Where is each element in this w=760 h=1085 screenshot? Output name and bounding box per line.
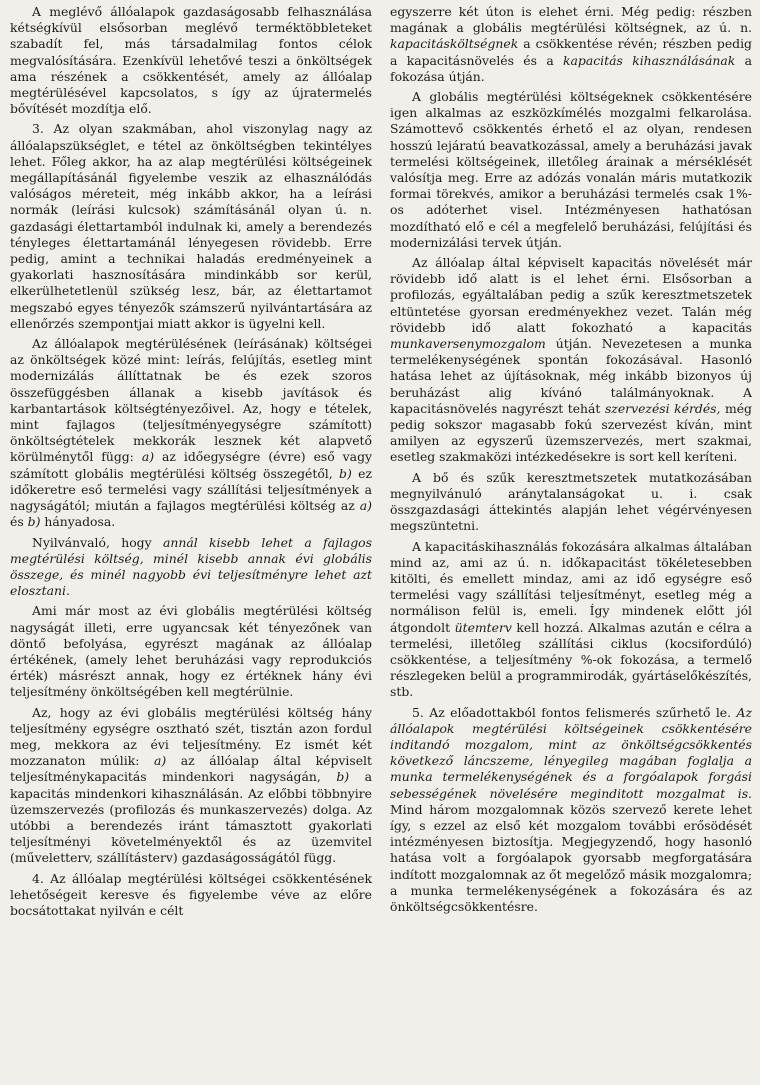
text-run: A globális megtérülési költségeknek csökkentésére igen alkalmas az eszközkímélés mozgalmi felkarolása. Számottevő csökkentés érhető el az olyan, rendesen hosszú lejáratú beavatkozással, amely a beruházási javak termelési költségeinek, illetőleg árainak a mérséklését valósítja meg. Erre az adózás vonalán máris mutatkozik formai törekvés, amikor a beruházási termelés csak 1%-os adóterhet visel. Intézményesen hathatósan mozdítható elő e cél a megfelelő beruházási, felújítási és modernizálási tervek útján. bbox=[390, 89, 752, 250]
text-run: a kapacitás mindenkori kihasználásán. Az előbbi többnyire üzemszervezés (profilozás és munkaszervezés) dolga. Az utóbbi a berendezés iránt támasztott gyakorlati teljesítményi követelményektől és az üzemvitel (műveletterv, szállításterv) gazdaságosságától függ. bbox=[10, 769, 373, 866]
text-run: Az állóalapok megtérülésének (leírásának) költségei az önköltségek közé mint: leírás, felújítás, esetleg mint modernizálás állíttatnak be és ezek szoros összefüggésben állanak a kisebb javítások és karbantartások költségtényezőivel. Az, hogy e tételek, mint fajlagos (teljesítményegységre számított) önköltségtételek mekkorák lesznek két alapvető körülménytől függ: bbox=[10, 336, 372, 465]
italic-text: a) bbox=[141, 449, 155, 465]
paragraph bbox=[390, 470, 752, 535]
italic-text: annál kisebb lehet a fajlagos megtérülési költség, minél kisebb annak évi globális összege, és minél nagyobb évi teljesítményre lehet azt elosztani. bbox=[10, 534, 372, 599]
italic-text: b) bbox=[339, 465, 352, 481]
italic-text: ütemterv bbox=[454, 619, 512, 635]
text-run: 5. Az előadottakból fontos felismerés szűrhető le. bbox=[412, 704, 737, 720]
text-run: 4. Az állóalap megtérülési költségei csökkentésének lehetőségeit keresve és figyelembe véve az előre bocsátottakat nyilván e célt bbox=[10, 870, 372, 918]
text-run: A bő és szűk keresztmetszetek mutatkozásában megnyilvánuló aránytalanságokat u. i. csak összgazdasági áttekintés alapján lehet végérvényesen megszüntetni. bbox=[390, 469, 752, 534]
text-run: 3. Az olyan szakmában, ahol viszonylag nagy az állóalapszükséglet, e tétel az önköltségben tekintélyes lehet. Főleg akkor, ha az alap megtérülési költségeinek megállapításánál figyelembe veszik az elhasználódás valóságos méreteit, még inkább akkor, ha a leírási normák (leírási kulcsok) számításánál olyan ú. n. gazdasági élettartamból indulnak ki, amely a berendezés tényleges élettartamánál lényegesen rövidebb. Erre pedig, amint a technikai haladás eredményeinek a gyakorlati hasznosítására mindinkább sor kerül, elkerülhetetlenül szükség lesz, bár, az élettartamot megszabó egyes tényezők számszerű nyilvántartására az ellenőrzés szempontjai miatt akkor is ügyelni kell. bbox=[10, 121, 372, 331]
italic-text: kapacitásköltségnek bbox=[390, 36, 519, 52]
text-run: Az, hogy az évi globális megtérülési költség hány teljesítmény egységre osztható szét, tisztán azon fordul meg, mekkora az évi teljesítmény. Ez ismét két mozzanaton múlik: bbox=[10, 704, 372, 769]
text-run: A meglévő állóalapok gazdaságosabb felhasználása kétségkívül elsősorban meglévő terméktöbbleteket szabadít fel, más társadalmilag fontos célok megvalósítására. Ezenkívül lehetővé teszi a önköltségek ama részének a csökkentését, amely az állóalap megtérülésével kapcsolatos, s így az újratermelés bővítését mozdítja elő. bbox=[10, 4, 372, 117]
paragraph bbox=[10, 603, 372, 700]
left-column bbox=[10, 4, 372, 923]
italic-text: kapacitás kihasználásának bbox=[563, 52, 736, 68]
text-run: kell hozzá. Alkalmas azután e célra a termelési, illetőleg szállítási ciklus (kocsifordúló) csökkentése, a teljesítmény %-ok fokozása, a termelő részlegeken belül a programmirodák, gyártáselőkészítés, stb. bbox=[390, 619, 752, 700]
text-run: hányadosa. bbox=[40, 514, 116, 530]
paragraph bbox=[390, 705, 752, 916]
paragraph bbox=[390, 89, 752, 251]
italic-text: b) bbox=[336, 769, 350, 785]
right-column bbox=[390, 4, 752, 919]
italic-text: Az állóalapok megtérülési költségeinek csökkentésére inditandó mozgalom, mint az önköltségcsökkentés következő láncszeme, lényegileg magában foglalja a munka termelékenységének és a forgóalapok forgási sebességének növelésére meginditott mozgalmat is. bbox=[390, 704, 752, 801]
paragraph bbox=[390, 539, 752, 701]
text-run: az időegységre (évre) eső vagy számított globális megtérülési költség összegétől, bbox=[10, 449, 372, 481]
paragraph bbox=[10, 336, 372, 530]
paragraph bbox=[10, 705, 372, 867]
text-run: A kapacitáskihasználás fokozására alkalmas általában mind az, ami az ú. n. időkapacitást tökéletesebben kitölti, és emellett mindaz, ami az idő egységre eső termelési vagy szállítási teljesítményt, esetleg még a normálison felül is, emeli. Így mindenek előtt jól átgondolt bbox=[390, 538, 752, 635]
italic-text: a) bbox=[153, 753, 167, 769]
text-run: útján. Nevezetesen a munka termelékenységének spontán fokozásával. Hasonló hatása lehet az újításoknak, még inkább bizonyos új beruházást alig kívánó találmányoknak. A kapacitásnövelés nagyrészt tehát bbox=[390, 336, 752, 416]
text-run: egyszerre két úton is elehet érni. Még pedig: részben magának a globális megtérülési költségnek, az ú. n. bbox=[390, 4, 752, 36]
text-run: az állóalap által képviselt teljesítménykapacitás mindenkori nagyságán, bbox=[10, 753, 372, 785]
text-run: a fokozása útján. bbox=[390, 52, 752, 84]
paragraph bbox=[390, 4, 752, 85]
italic-text: a) bbox=[359, 498, 372, 514]
text-run: még pedig sokszor magasabb fokú szervezést kíván, mint amilyen az egyszerű üzemszervezés, mert szakmai, esetleg szakmaközi intézkedésekre is sort kell keríteni. bbox=[390, 400, 752, 465]
text-run: ez időkeretre eső termelési vagy szállítási teljesítmények a nagyságától; miután a fajlagos megtérülési költség az bbox=[10, 465, 372, 514]
paragraph bbox=[10, 871, 372, 920]
text-run: Nyilvánvaló, hogy bbox=[32, 534, 163, 550]
text-run: és bbox=[10, 514, 28, 530]
paragraph bbox=[10, 121, 372, 332]
paragraph bbox=[10, 535, 372, 600]
paragraph bbox=[390, 255, 752, 466]
text-run: a csökkentése révén; részben pedig a kapacitásnövelés és a bbox=[390, 36, 752, 68]
text-run: Mind három mozgalomnak közös szervező kerete lehet így, s ezzel az első két mozgalom további erősödését intézményesen biztosítja. Megjegyzendő, hogy hasonló hatása volt a forgóalapok gyorsabb megforgatására indított mozgalomnak az őt megelőző másik mozgalomra; a munka termelékenységének a fokozására és az önköltségcsökkentésre. bbox=[390, 801, 752, 914]
italic-text: munkaversenymozgalom bbox=[390, 336, 546, 352]
italic-text: b) bbox=[27, 514, 41, 530]
italic-text: szervezési kérdés, bbox=[604, 400, 721, 416]
paragraph bbox=[10, 4, 372, 117]
text-run: Az állóalap által képviselt kapacitás növelését már rövidebb idő alatt is el lehet érni. Elsősorban a profilozás, egyáltalában pedig a szűk keresztmetszetek eltüntetése gyorsan eredményekhez vezet. Talán még rövidebb idő alatt fokozható a kapacitás bbox=[390, 255, 752, 335]
text-run: Ami már most az évi globális megtérülési költség nagyságát illeti, erre ugyancsak két tényezőnek van döntő befolyása, egyrészt magának az állóalap értékének, (amely lehet beruházási vagy reprodukciós érték) másrészt annak, hogy ez értéknek hány évi teljesítmény önköltségében kell megtérülnie. bbox=[10, 603, 372, 700]
